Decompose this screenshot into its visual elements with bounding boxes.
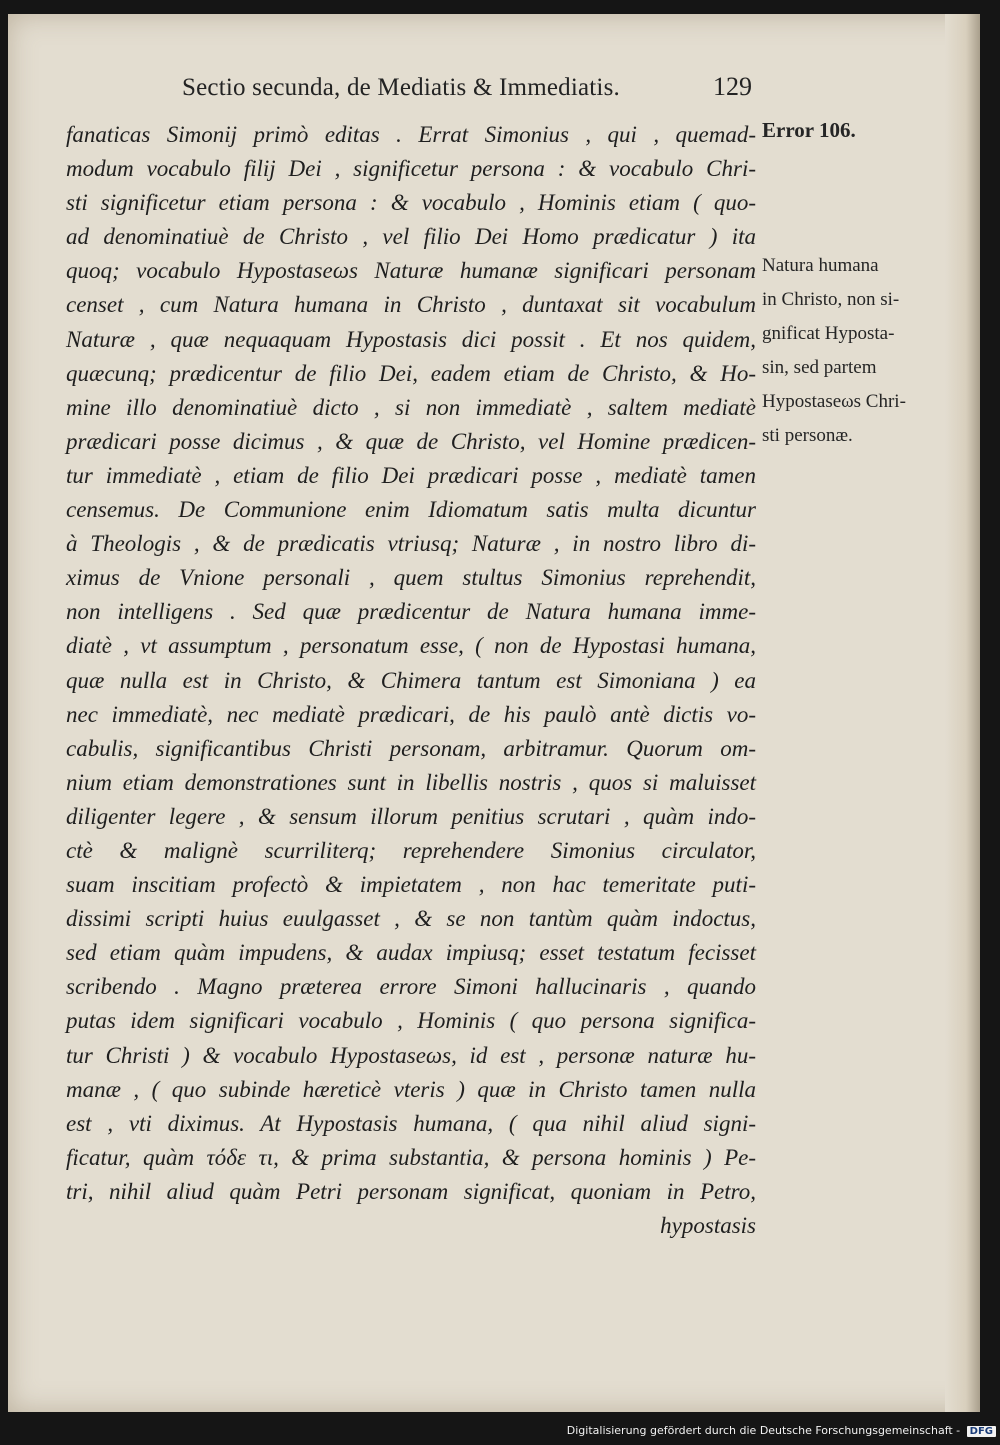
dfg-logo: DFG [967, 1426, 996, 1437]
margin-note-line: sin, sed partem [762, 357, 877, 379]
text-line: fanaticas Simonij primò editas . Errat Simonius , qui , quemad- [66, 122, 756, 147]
text-line: diligenter legere , & sensum illorum penitius scrutari , quàm indo- [66, 803, 756, 829]
text-line: quæcunq; prædicentur de filio Dei, eadem etiam de Christo, & Ho- [66, 360, 756, 386]
text-line: prædicari posse dicimus , & quæ de Christo, vel Homine prædicen- [66, 428, 756, 454]
catchword: hypostasis [660, 1213, 756, 1238]
text-line: sti significetur etiam persona : & vocabulo , Hominis etiam ( quo- [66, 190, 756, 216]
text-line: scribendo . Magno præterea errore Simoni hallucinaris , quando [66, 974, 756, 1000]
margin-note-line: gnificat Hyposta- [762, 323, 895, 345]
text-line: ctè & malignè scurriliterq; reprehendere Simonius circulator, [66, 837, 756, 863]
margin-note-line: in Christo, non si- [762, 289, 900, 311]
text-line: censet , cum Natura humana in Christo , duntaxat sit vocabulum [66, 292, 756, 318]
text-line: sed etiam quàm impudens, & audax impiusq; esset testatum fecisset [66, 940, 756, 966]
text-line: ficatur, quàm τόδε τι, & prima substantia, & persona hominis ) Pe- [66, 1144, 756, 1170]
body-text [66, 118, 756, 1243]
text-line: modum vocabulo filij Dei , significetur persona : & vocabulo Chri- [66, 156, 756, 182]
text-line: manæ , ( quo subinde hæreticè vteris ) quæ in Christo tamen nulla [66, 1076, 756, 1102]
footer-text: Digitalisierung gefördert durch die Deutsche Forschungsgemeinschaft - [566, 1424, 961, 1437]
text-line: tur immediatè , etiam de filio Dei prædicari posse , mediatè tamen [66, 462, 756, 488]
text-line: censemus. De Communione enim Idiomatum satis multa dicuntur [66, 497, 756, 523]
text-line: quoq; vocabulo Hypostaseωs Naturæ humanæ significari personam [66, 258, 756, 284]
text-line: quæ nulla est in Christo, & Chimera tantum est Simoniana ) ea [66, 667, 756, 693]
page-number: 129 [713, 72, 752, 101]
text-line: diatè , vt assumptum , personatum esse, ( non de Hypostasi humana, [66, 633, 756, 659]
margin-note-line: sti personæ. [762, 425, 853, 447]
text-line: Naturæ , quæ nequaquam Hypostasis dici possit . Et nos quidem, [66, 326, 756, 352]
text-line: cabulis, significantibus Christi personam, arbitramur. Quorum om- [66, 735, 756, 761]
margin-note-line: Natura humana [762, 255, 879, 276]
margin-note-error: Error 106. [762, 118, 856, 142]
text-line: nium etiam demonstrationes sunt in libellis nostris , quos si maluisset [66, 769, 756, 795]
text-line: nec immediatè, nec mediatè prædicari, de his paulò antè dictis vo- [66, 701, 756, 727]
text-line: dissimi scripti huius euulgasset , & se non tantùm quàm indoctus, [66, 906, 756, 932]
digitization-footer [567, 1424, 996, 1437]
text-line: ad denominatiuè de Christo , vel filio Dei Homo prædicatur ) ita [66, 224, 756, 250]
text-line: à Theologis , & de prædicatis vtriusq; Naturæ , in nostro libro di- [66, 531, 756, 557]
page-edge [945, 14, 980, 1412]
text-line: non intelligens . Sed quæ prædicentur de Natura humana imme- [66, 599, 756, 625]
margin-note-line: Hypostaseωs Chri- [762, 391, 906, 413]
text-line: est , vti diximus. At Hypostasis humana, ( qua nihil aliud signi- [66, 1110, 756, 1136]
running-head: Sectio secunda, de Mediatis & Immediatis. [182, 74, 620, 101]
text-line: ximus de Vnione personali , quem stultus Simonius reprehendit, [66, 565, 756, 591]
text-line: mine illo denominatiuè dicto , si non immediatè , saltem mediatè [66, 394, 756, 420]
text-line: putas idem significari vocabulo , Hominis ( quo persona significa- [66, 1008, 756, 1034]
text-line: tri, nihil aliud quàm Petri personam significat, quoniam in Petro, [66, 1178, 756, 1204]
text-line: suam inscitiam profectò & impietatem , non hac temeritate puti- [66, 872, 756, 898]
margin-note-natura [762, 249, 906, 454]
text-line: tur Christi ) & vocabulo Hypostaseωs, id est , personæ naturæ hu- [66, 1042, 756, 1068]
